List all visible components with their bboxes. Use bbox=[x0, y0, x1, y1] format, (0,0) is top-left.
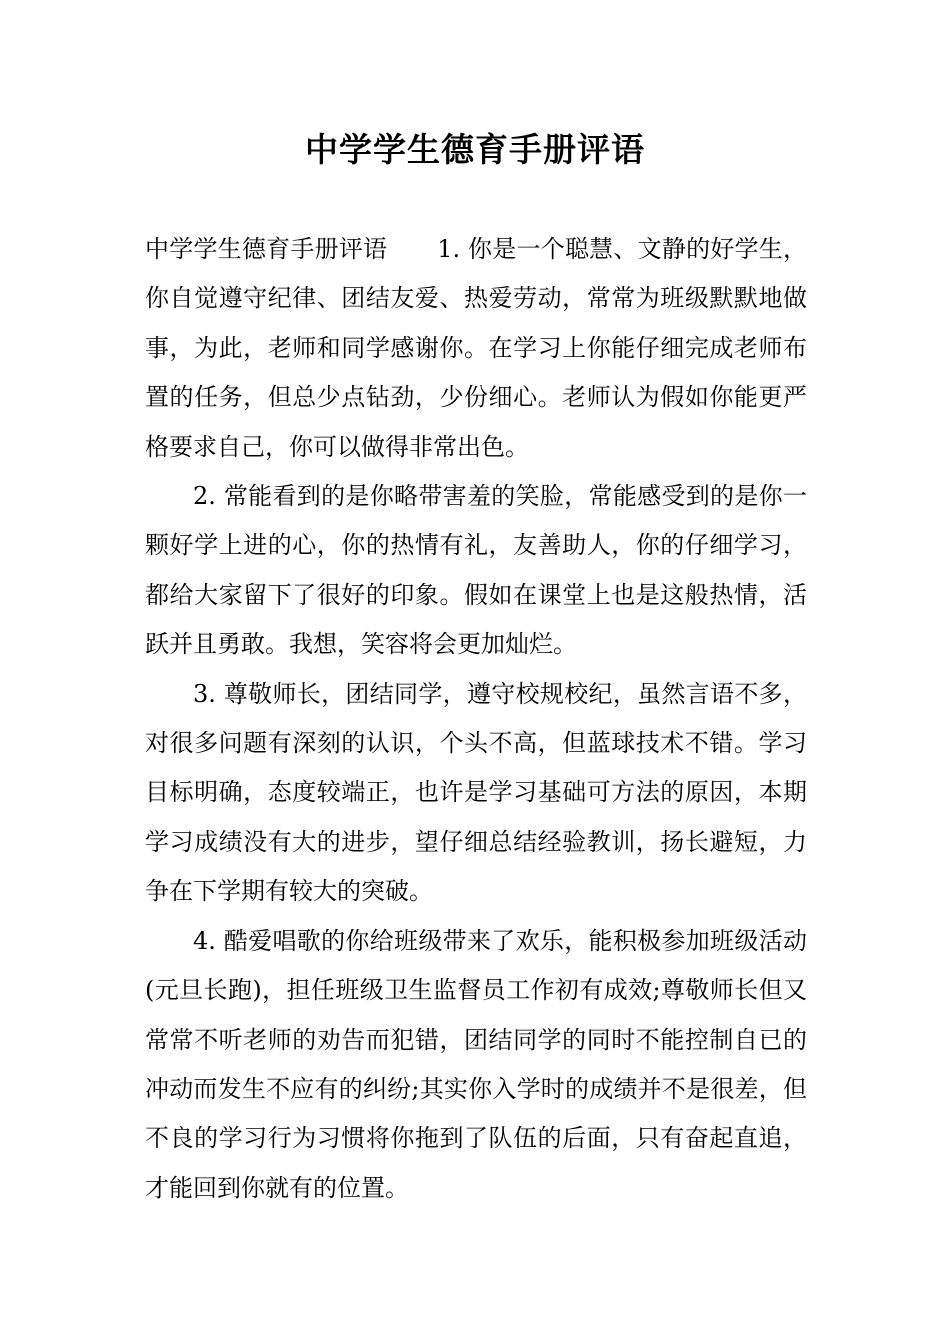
paragraph-2: 2. 常能看到的是你略带害羞的笑脸，常能感受到的是你一颗好学上进的心，你的热情有礼，友善助人，你的仔细学习，都给大家留下了很好的印象。假如在课堂上也是这般热情，活跃并且勇敢。我想，笑容将会更加灿烂。 bbox=[145, 482, 807, 659]
paragraph-3: 3. 尊敬师长，团结同学，遵守校规校纪，虽然言语不多，对很多问题有深刻的认识，个头不高，但蓝球技术不错。学习目标明确，态度较端正，也许是学习基础可方法的原因，本期学习成绩没有大的进步，望仔细总结经验教训，扬长避短，力争在下学期有较大的突破。 bbox=[145, 679, 807, 906]
intro-label: 中学学生德育手册评语 bbox=[145, 235, 388, 263]
document-title: 中学学生德育手册评语 bbox=[305, 130, 645, 169]
document-body bbox=[145, 225, 807, 1213]
paragraph-1 bbox=[145, 225, 807, 472]
paragraph-1-text: 1. 你是一个聪慧、文静的好学生，你自觉遵守纪律、团结友爱、热爱劳动，常常为班级默默地做事，为此，老师和同学感谢你。在学习上你能仔细完成老师布置的任务，但总少点钻劲，少份细心。老师认为假如你能更严格要求自己，你可以做得非常出色。 bbox=[145, 235, 807, 461]
paragraph-4: 4. 酷爱唱歌的你给班级带来了欢乐，能积极参加班级活动(元旦长跑)，担任班级卫生监督员工作初有成效;尊敬师长但又常常不听老师的劝告而犯错，团结同学的同时不能控制自已的冲动而发生不应有的纠纷;其实你入学时的成绩并不是很差，但不良的学习行为习惯将你拖到了队伍的后面，只有奋起直追，才能回到你就有的位置。 bbox=[145, 926, 807, 1202]
